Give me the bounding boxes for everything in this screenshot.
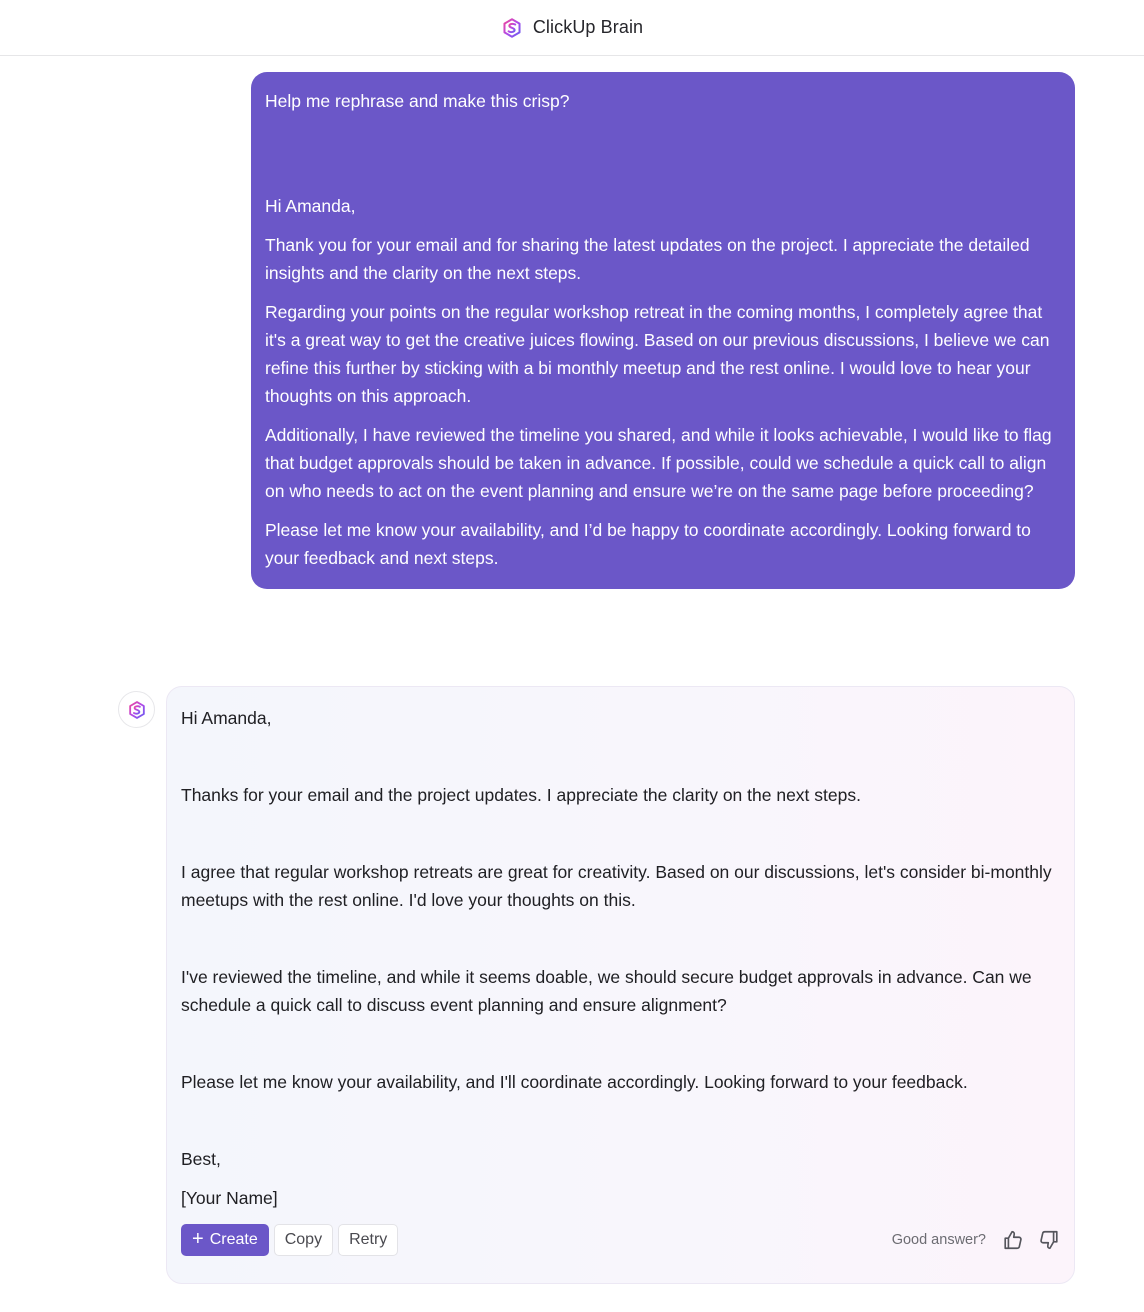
response-actions (181, 1224, 1060, 1256)
user-message-paragraph: Thank you for your email and for sharing the latest updates on the project. I appreciate the detailed insights and the clarity on the next steps. (265, 235, 1030, 283)
user-message-paragraph: Regarding your points on the regular workshop retreat in the coming months, I completely agree that it's a great way to get the creative juices flowing. Based on our previous discussions, I believe we can refine this further by sticking with a bi monthly meetup and the rest online. I would love to hear your thoughts on this approach. (265, 302, 1050, 406)
feedback-group (892, 1226, 1060, 1254)
ai-avatar (118, 691, 155, 728)
create-button[interactable] (181, 1224, 269, 1256)
create-button-label: Create (209, 1231, 258, 1248)
clickup-brain-logo-icon (127, 700, 147, 720)
ai-response-paragraph: Thanks for your email and the project updates. I appreciate the clarity on the next steps. (181, 785, 861, 805)
ai-response-paragraph: Please let me know your availability, and I'll coordinate accordingly. Looking forward to your feedback. (181, 1072, 968, 1092)
user-message-paragraph: Hi Amanda, (265, 196, 356, 216)
thumbs-up-icon[interactable] (1002, 1229, 1024, 1251)
copy-button[interactable]: Copy (274, 1224, 333, 1256)
app-header (0, 0, 1144, 56)
thumbs-down-icon[interactable] (1038, 1229, 1060, 1251)
ai-response-paragraph: Hi Amanda, (181, 708, 272, 728)
plus-icon: + (192, 1228, 204, 1250)
ai-response-signoff: Best, (181, 1149, 221, 1169)
ai-response-paragraph: I agree that regular workshop retreats are great for creativity. Based on our discussions, let's consider bi-monthly meetups with the rest online. I'd love your thoughts on this. (181, 862, 1052, 910)
user-message-paragraph: Additionally, I have reviewed the timeline you shared, and while it looks achievable, I would like to flag that budget approvals should be taken in advance. If possible, could we schedule a quick call to align on who needs to act on the event planning and ensure we’re on the same page before proceeding? (265, 425, 1052, 501)
ai-response-signature: [Your Name] (181, 1188, 278, 1208)
user-message-bubble (251, 72, 1075, 589)
feedback-label: Good answer? (891, 1232, 986, 1248)
clickup-brain-logo-icon (501, 17, 523, 39)
user-prompt-text: Help me rephrase and make this crisp? (265, 91, 570, 111)
retry-button[interactable]: Retry (338, 1224, 398, 1256)
app-title: ClickUp Brain (532, 17, 644, 37)
ai-response-paragraph: I've reviewed the timeline, and while it seems doable, we should secure budget approvals in advance. Can we schedule a quick call to discuss event planning and ensure alignment? (181, 967, 1032, 1015)
user-message-paragraph: Please let me know your availability, and I’d be happy to coordinate accordingly. Looking forward to your feedback and next steps. (265, 520, 1031, 568)
ai-response-card (166, 686, 1075, 1284)
